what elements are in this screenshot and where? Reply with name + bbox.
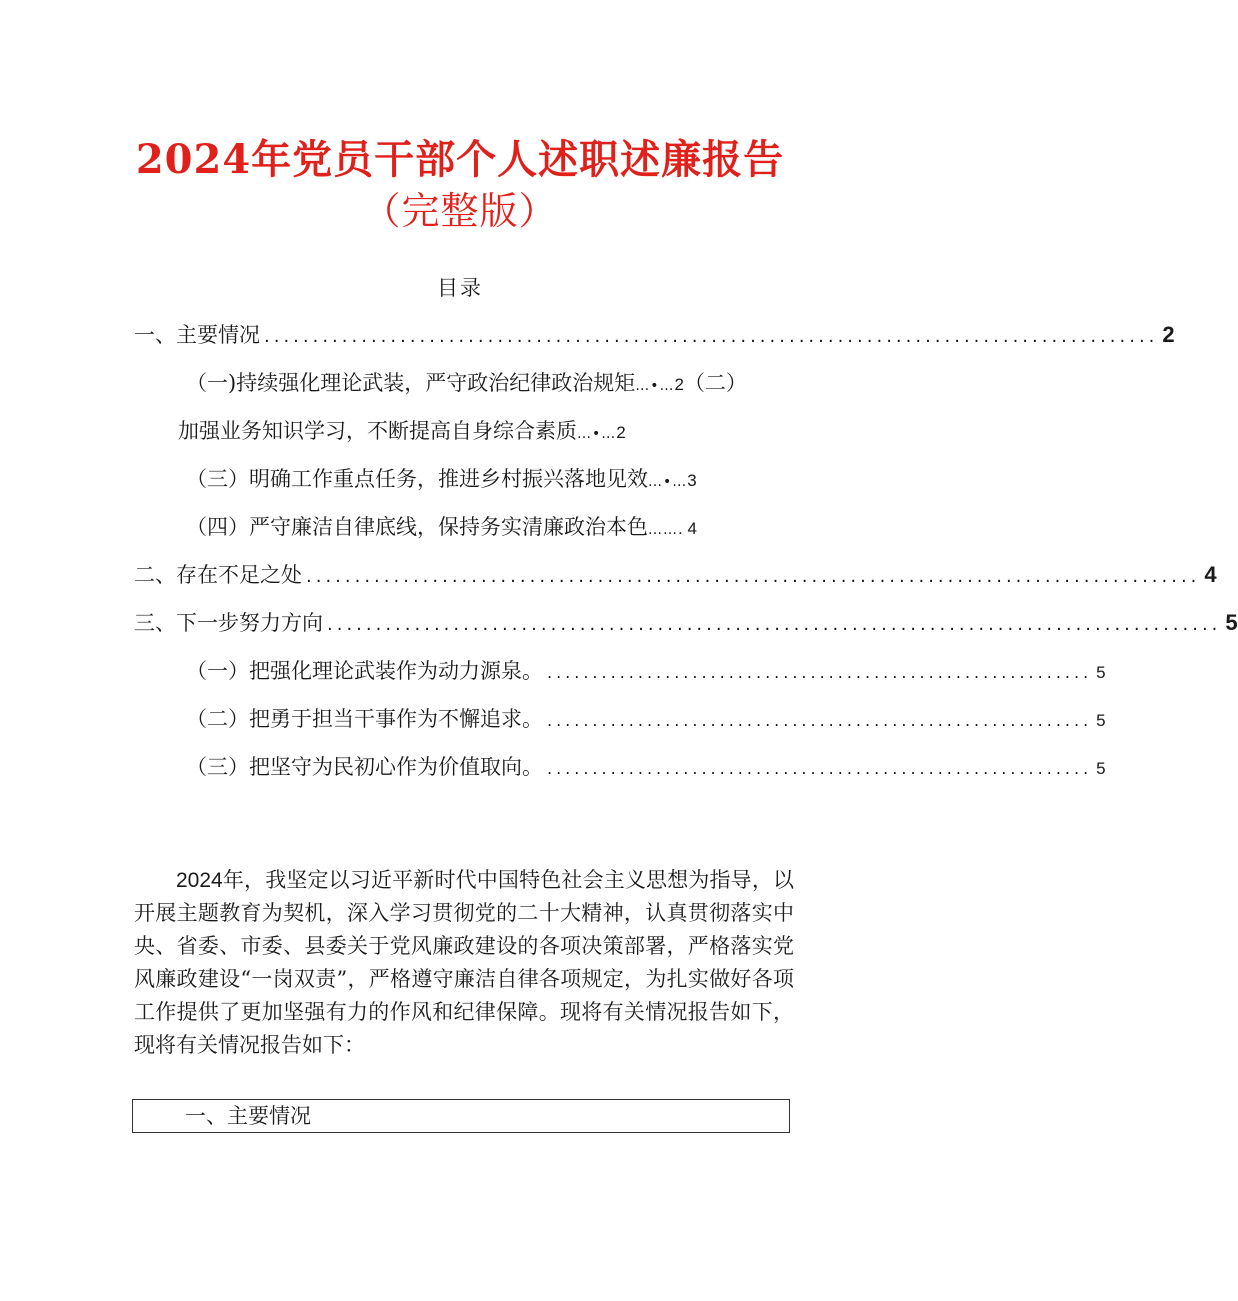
toc-entry-text: 加强业务知识学习，不断提高自身综合素质 [178, 419, 577, 443]
toc-leader: …•… [635, 378, 675, 394]
toc-page-number: . 4 [678, 519, 697, 538]
toc-entry-sub-1[interactable] [186, 368, 747, 401]
toc-entry-sub-3[interactable] [186, 464, 697, 497]
toc-entry-sub-2[interactable] [178, 416, 626, 449]
toc-entry-next-prefix: （二） [683, 371, 747, 395]
toc-page-number: 5 [1225, 610, 1238, 635]
toc-entry-next-1[interactable] [186, 656, 1106, 688]
toc-heading: 目录 [437, 276, 483, 300]
toc-page-number: 5 [1096, 711, 1106, 730]
toc-leader: …•… [577, 426, 617, 442]
toc-page-number: 3 [687, 471, 697, 490]
toc-entry-text: 一、主要情况 [134, 323, 260, 347]
toc-entry-next-steps[interactable] [134, 608, 1238, 640]
toc-page-number: 5 [1096, 663, 1106, 682]
toc-page-number: 5 [1096, 759, 1106, 778]
intro-year: 2024 [176, 869, 223, 892]
toc-leader-dots: ............................................................................................ [327, 614, 1222, 635]
toc-leader-dots: ............................................................ [547, 663, 1093, 682]
toc-entry-text: 三、下一步努力方向 [134, 611, 323, 635]
toc-entry-text: （三）明确工作重点任务，推进乡村振兴落地见效 [186, 467, 648, 491]
toc-page-number: 2 [616, 423, 626, 442]
intro-text: 年，我坚定以习近平新时代中国特色社会主义思想为指导，以开展主题教育为契机，深入学习贯彻党的二十大精神，认真贯彻落实中央、省委、市委、县委关于党风廉政建设的各项决策部署，严格落实党风廉政建设“一岗双责”，严格遵守廉洁自律各项规定，为扎实做好各项工作提供了更加坚强有力的作风和纪律保障。现将有关情况报告如下，现将有关情况报告如下： [134, 868, 794, 1057]
toc-entry-next-2[interactable] [186, 704, 1106, 736]
toc-leader-dots: ............................................................................................ [306, 566, 1201, 587]
document-title: 2024年党员干部个人述职述廉报告 [135, 136, 785, 183]
toc-entry-text: （一)持续强化理论武装，严守政治纪律政治规矩 [186, 371, 636, 395]
intro-paragraph [134, 864, 794, 1062]
toc-entry-main-situation[interactable] [134, 320, 1175, 352]
toc-leader: …… [648, 522, 678, 538]
toc-entry-text: 二、存在不足之处 [134, 563, 302, 587]
toc-leader-dots: ............................................................................................ [264, 326, 1159, 347]
toc-entry-shortcomings[interactable] [134, 560, 1217, 592]
section-heading-main-situation [132, 1099, 790, 1133]
toc-entry-next-3[interactable] [186, 752, 1106, 784]
toc-leader-dots: ............................................................ [547, 711, 1093, 730]
section-heading-text: 一、主要情况 [185, 1104, 311, 1128]
toc-entry-text: （二）把勇于担当干事作为不懈追求。 [186, 707, 543, 731]
toc-leader-dots: ............................................................ [547, 759, 1093, 778]
document-subtitle: （完整版） [362, 189, 558, 233]
toc-page-number: 2 [674, 375, 684, 394]
toc-leader: …•… [648, 474, 688, 490]
toc-page-number: 4 [1204, 562, 1217, 587]
toc-page-number: 2 [1162, 322, 1175, 347]
toc-entry-sub-4[interactable] [186, 512, 697, 545]
toc-entry-text: （四）严守廉洁自律底线，保持务实清廉政治本色 [186, 515, 648, 539]
toc-entry-text: （一）把强化理论武装作为动力源泉。 [186, 659, 543, 683]
toc-entry-text: （三）把坚守为民初心作为价值取向。 [186, 755, 543, 779]
